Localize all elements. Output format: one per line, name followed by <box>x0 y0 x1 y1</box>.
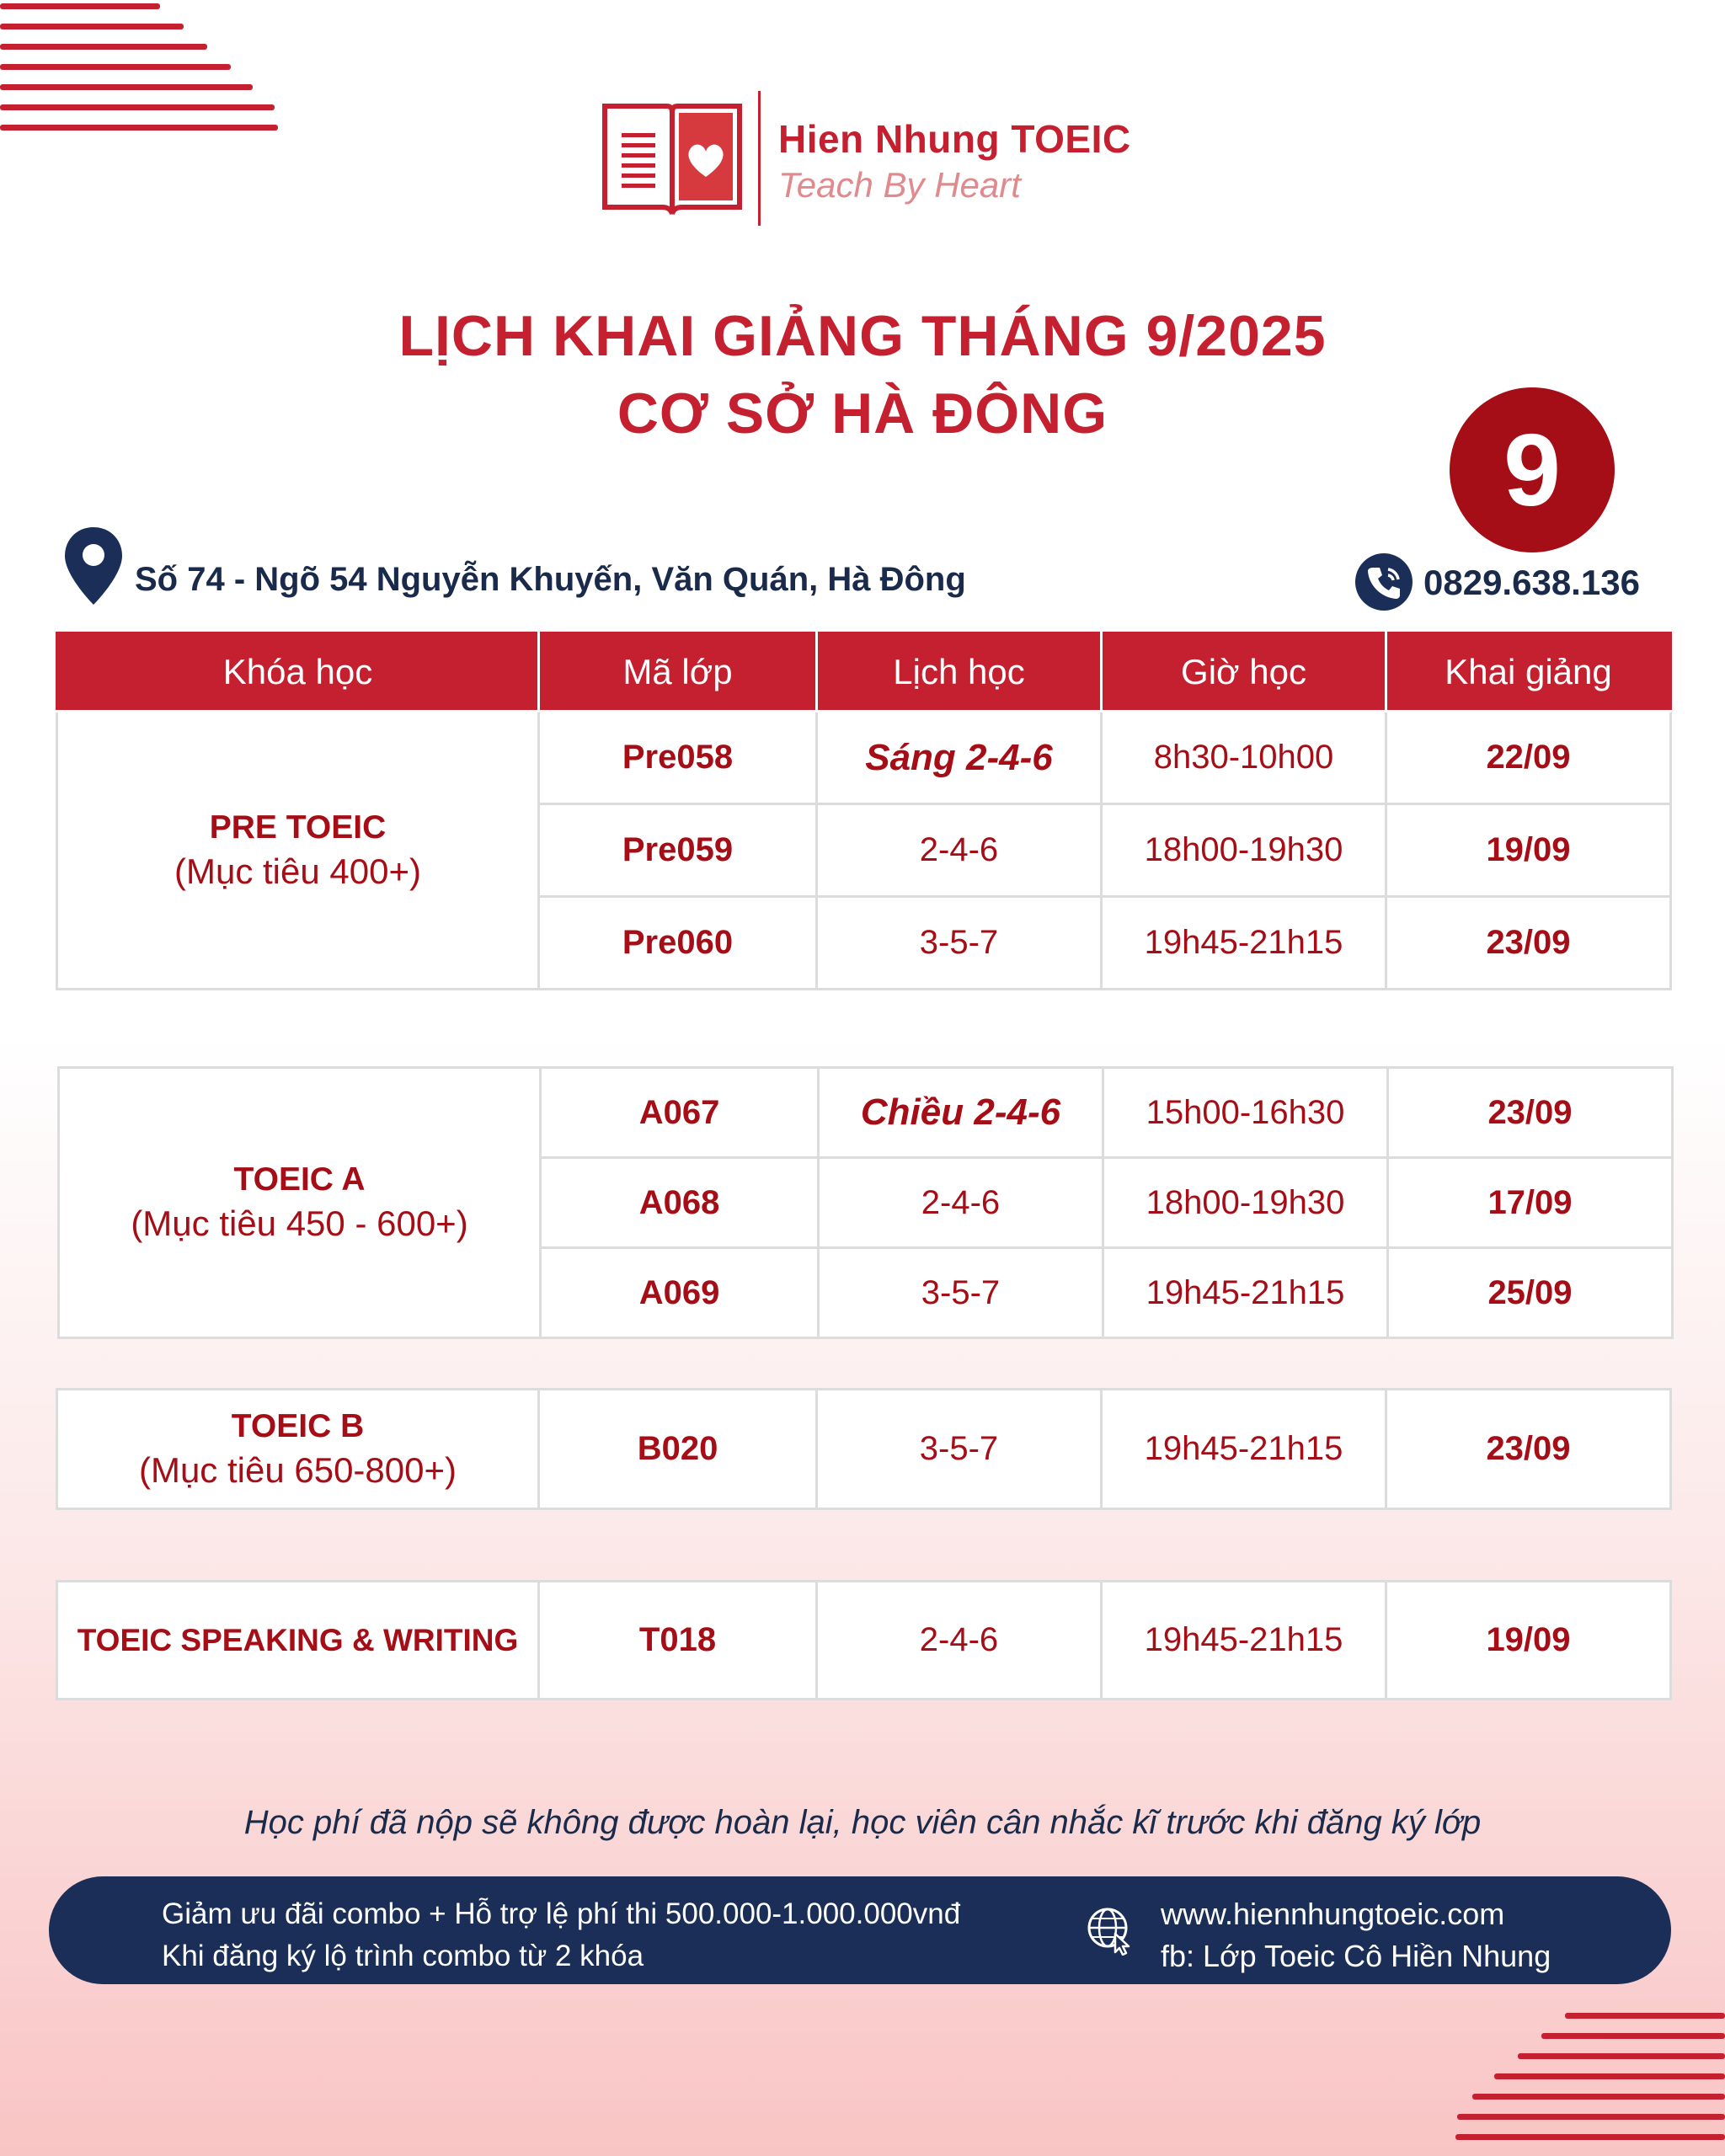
header-schedule: Lịch học <box>817 633 1102 712</box>
course-goal: (Mục tiêu 650-800+) <box>138 1449 457 1490</box>
table-row <box>57 712 1671 804</box>
course-name: TOEIC A <box>233 1161 366 1198</box>
brand-logo <box>600 91 1156 226</box>
refund-note: Học phí đã nộp sẽ không được hoàn lại, học viên cân nhắc kĩ trước khi đăng ký lớp <box>243 1804 1482 1841</box>
class-code: B020 <box>539 1390 817 1509</box>
class-schedule: 2-4-6 <box>817 804 1102 897</box>
logo-divider <box>758 91 761 226</box>
class-start-date: 23/09 <box>1386 897 1671 990</box>
class-time: 19h45-21h15 <box>1102 1582 1386 1700</box>
class-schedule: Sáng 2-4-6 <box>817 712 1102 804</box>
page-title-line2: CƠ SỞ HÀ ĐÔNG <box>617 382 1108 446</box>
schedule-table-pre-toeic <box>56 632 1672 990</box>
corner-stripes-bottom-right <box>1455 2013 1725 2156</box>
class-code: T018 <box>539 1582 817 1700</box>
course-goal: (Mục tiêu 400+) <box>174 851 421 891</box>
promo-line-1: Giảm ưu đãi combo + Hỗ trợ lệ phí thi 500.000-1.000.000vnđ <box>162 1897 961 1930</box>
class-time: 18h00-19h30 <box>1102 804 1386 897</box>
class-code: A068 <box>541 1158 819 1248</box>
class-schedule: 2-4-6 <box>819 1158 1103 1248</box>
schedule-table-toeic-b <box>56 1388 1672 1510</box>
class-time: 15h00-16h30 <box>1103 1068 1388 1158</box>
facebook-link[interactable]: fb: Lớp Toeic Cô Hiền Nhung <box>1161 1939 1551 1973</box>
class-time: 19h45-21h15 <box>1102 1390 1386 1509</box>
map-pin-icon <box>62 526 125 606</box>
table-row <box>59 1068 1673 1158</box>
brand-tagline: Teach By Heart <box>778 165 1021 205</box>
class-code: Pre058 <box>539 712 817 804</box>
address-block <box>62 522 1073 606</box>
class-start-date: 22/09 <box>1386 712 1671 804</box>
page-title-line1: LỊCH KHAI GIẢNG THÁNG 9/2025 <box>398 304 1327 368</box>
class-schedule: 3-5-7 <box>819 1248 1103 1338</box>
schedule-table-toeic-a <box>57 1066 1674 1339</box>
class-time: 8h30-10h00 <box>1102 712 1386 804</box>
open-book-heart-icon <box>600 96 745 219</box>
class-start-date: 17/09 <box>1388 1158 1673 1248</box>
month-badge: 9 <box>1450 387 1615 552</box>
header-time: Giờ học <box>1102 633 1386 712</box>
class-code: A067 <box>541 1068 819 1158</box>
class-time: 19h45-21h15 <box>1102 897 1386 990</box>
class-start-date: 19/09 <box>1386 804 1671 897</box>
class-start-date: 25/09 <box>1388 1248 1673 1338</box>
course-cell <box>59 1068 541 1338</box>
header-class-code: Mã lớp <box>539 633 817 712</box>
course-name: PRE TOEIC <box>209 808 387 846</box>
class-schedule: 2-4-6 <box>817 1582 1102 1700</box>
class-start-date: 23/09 <box>1386 1390 1671 1509</box>
class-time: 18h00-19h30 <box>1103 1158 1388 1248</box>
table-header-row <box>57 633 1671 712</box>
course-name: TOEIC SPEAKING & WRITING <box>77 1622 519 1657</box>
footer-bar <box>49 1876 1671 1984</box>
web-block <box>1161 1893 1551 1977</box>
class-schedule: 3-5-7 <box>817 897 1102 990</box>
address-text: Số 74 - Ngõ 54 Nguyễn Khuyến, Văn Quán, Hà Đông <box>135 561 966 598</box>
promo-block <box>162 1893 960 1977</box>
class-schedule: Chiều 2-4-6 <box>819 1068 1103 1158</box>
class-time: 19h45-21h15 <box>1103 1248 1388 1338</box>
course-name: TOEIC B <box>231 1407 365 1444</box>
globe-cursor-icon <box>1085 1905 1135 1956</box>
schedule-table-toeic-sw <box>56 1580 1672 1700</box>
course-cell <box>57 1390 539 1509</box>
class-code: Pre059 <box>539 804 817 897</box>
course-cell <box>57 1582 539 1700</box>
class-start-date: 19/09 <box>1386 1582 1671 1700</box>
table-row <box>57 1582 1671 1700</box>
class-schedule: 3-5-7 <box>817 1390 1102 1509</box>
phone-block <box>1354 549 1674 613</box>
class-code: A069 <box>541 1248 819 1338</box>
course-cell <box>57 712 539 990</box>
phone-number: 0829.638.136 <box>1423 563 1640 602</box>
header-start-date: Khai giảng <box>1386 633 1671 712</box>
course-goal: (Mục tiêu 450 - 600+) <box>131 1203 468 1243</box>
header-course: Khóa học <box>57 633 539 712</box>
phone-icon <box>1354 552 1413 611</box>
class-start-date: 23/09 <box>1388 1068 1673 1158</box>
website-link[interactable]: www.hiennhungtoeic.com <box>1161 1897 1505 1931</box>
class-code: Pre060 <box>539 897 817 990</box>
brand-name: Hien Nhung TOEIC <box>778 117 1131 161</box>
table-row <box>57 1390 1671 1509</box>
promo-line-2: Khi đăng ký lộ trình combo từ 2 khóa <box>162 1940 644 1972</box>
